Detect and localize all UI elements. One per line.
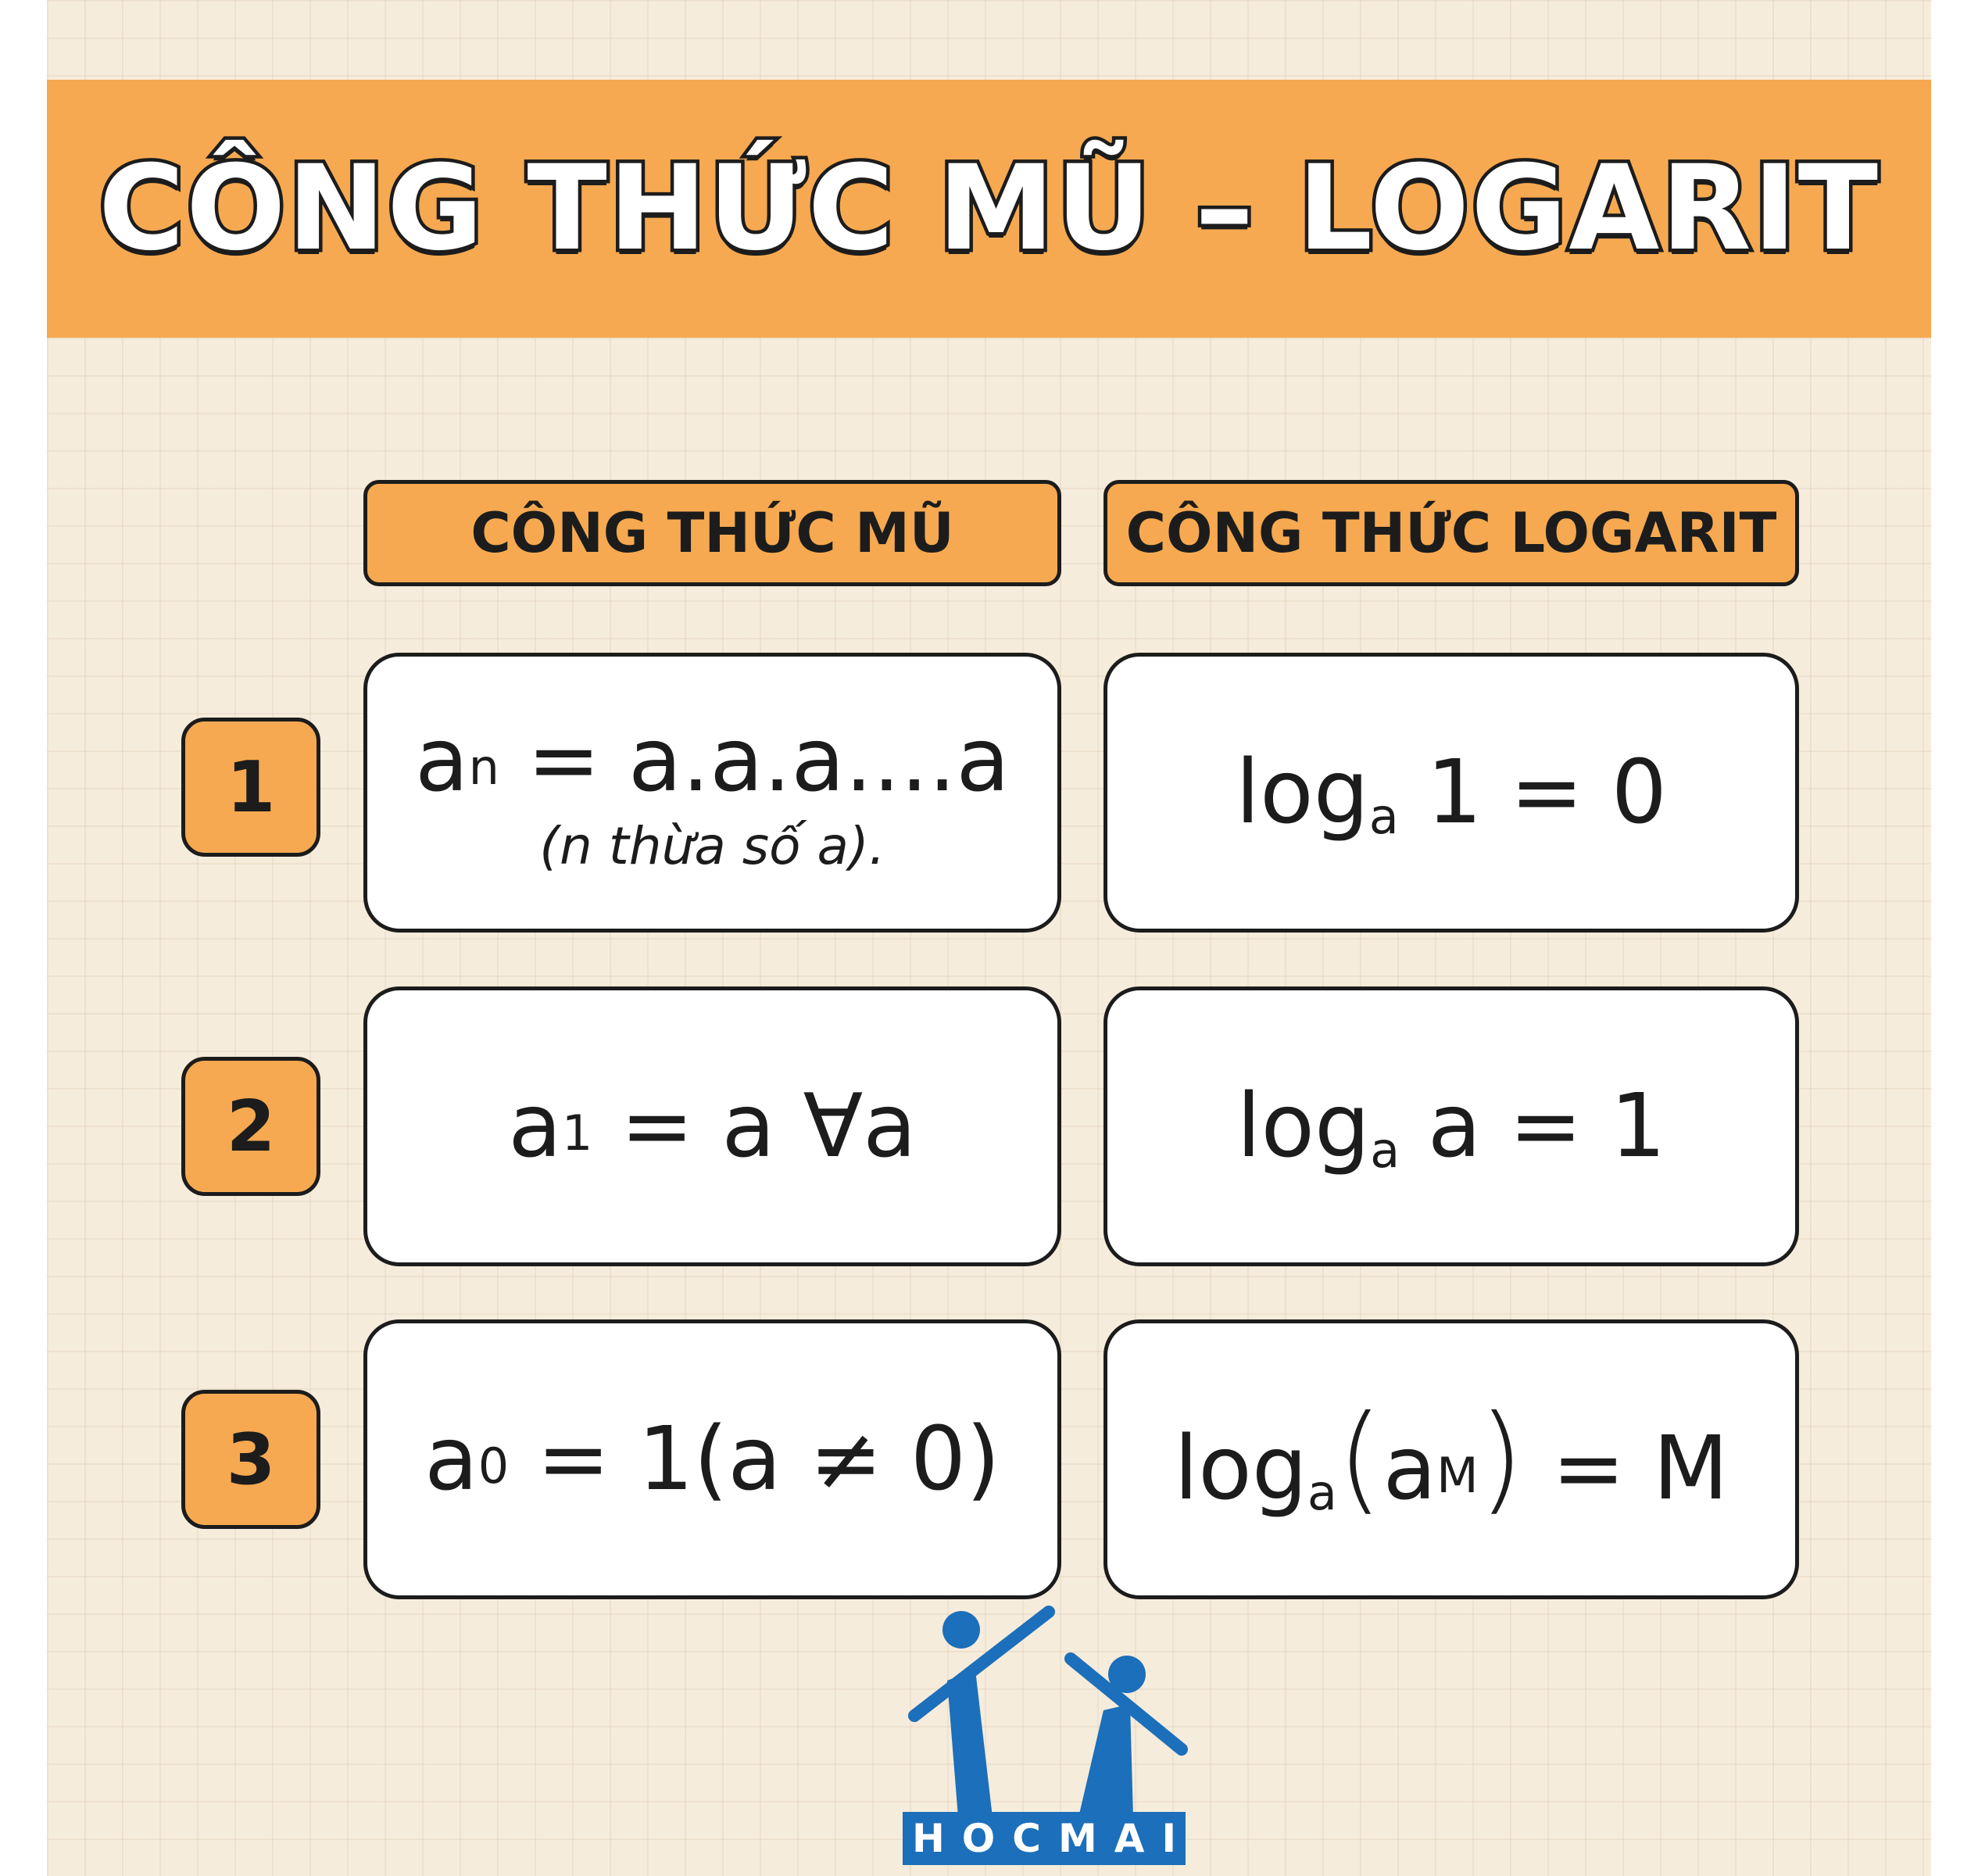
log-formula [1236, 1076, 1665, 1177]
row-number-badge: 2 [181, 1057, 320, 1196]
exp-formula [508, 1076, 917, 1177]
log-formula-card [1103, 986, 1799, 1266]
hocmai-logo-text: HOCMAI [903, 1812, 1186, 1865]
header-exp-formulas: CÔNG THỨC MŨ [363, 480, 1061, 586]
exp-formula-card [363, 986, 1061, 1266]
row-number-badge: 1 [181, 718, 320, 857]
formula-rest: = a ∀a [592, 1076, 917, 1177]
log-word: log [1236, 1076, 1371, 1177]
formula-rest: 1 = 0 [1398, 742, 1667, 843]
formula-exponent: 1 [561, 1104, 593, 1162]
exp-formula-card [363, 653, 1061, 933]
formula-exponent: 0 [478, 1437, 510, 1495]
log-formula-card [1103, 653, 1799, 933]
exp-formula [415, 710, 1010, 811]
log-word: log [1236, 742, 1369, 843]
formula-note: (n thừa số a). [539, 815, 885, 876]
formula-rest: a = 1 [1400, 1076, 1666, 1177]
exp-formula-card [363, 1319, 1061, 1599]
formula-base: a [414, 709, 469, 811]
log-formula [1174, 1390, 1729, 1527]
formula-base: a [424, 1409, 478, 1510]
page-title: CÔNG THỨC MŨ – LOGARIT [98, 141, 1880, 277]
log-base: a [1370, 1122, 1400, 1179]
close-paren: ) [1478, 1390, 1525, 1527]
open-paren: ( [1336, 1390, 1383, 1527]
row-number-badge: 3 [181, 1390, 320, 1529]
exp-formula [424, 1409, 1000, 1510]
log-formula [1236, 742, 1667, 843]
formula-rest: = M [1524, 1417, 1729, 1520]
formula-rest: = a.a.a....a [499, 709, 1010, 811]
formula-base: a [508, 1076, 562, 1177]
log-base: a [1307, 1463, 1337, 1521]
header-log-formulas: CÔNG THỨC LOGARIT [1103, 480, 1799, 586]
log-base: a [1368, 788, 1399, 845]
inner-exponent: M [1436, 1446, 1479, 1504]
title-banner [47, 80, 1931, 338]
log-formula-card [1103, 1319, 1799, 1599]
inner-base: a [1382, 1417, 1437, 1520]
formula-exponent: n [468, 738, 499, 796]
log-word: log [1174, 1417, 1307, 1520]
formula-rest: = 1(a ≠ 0) [509, 1409, 1000, 1510]
